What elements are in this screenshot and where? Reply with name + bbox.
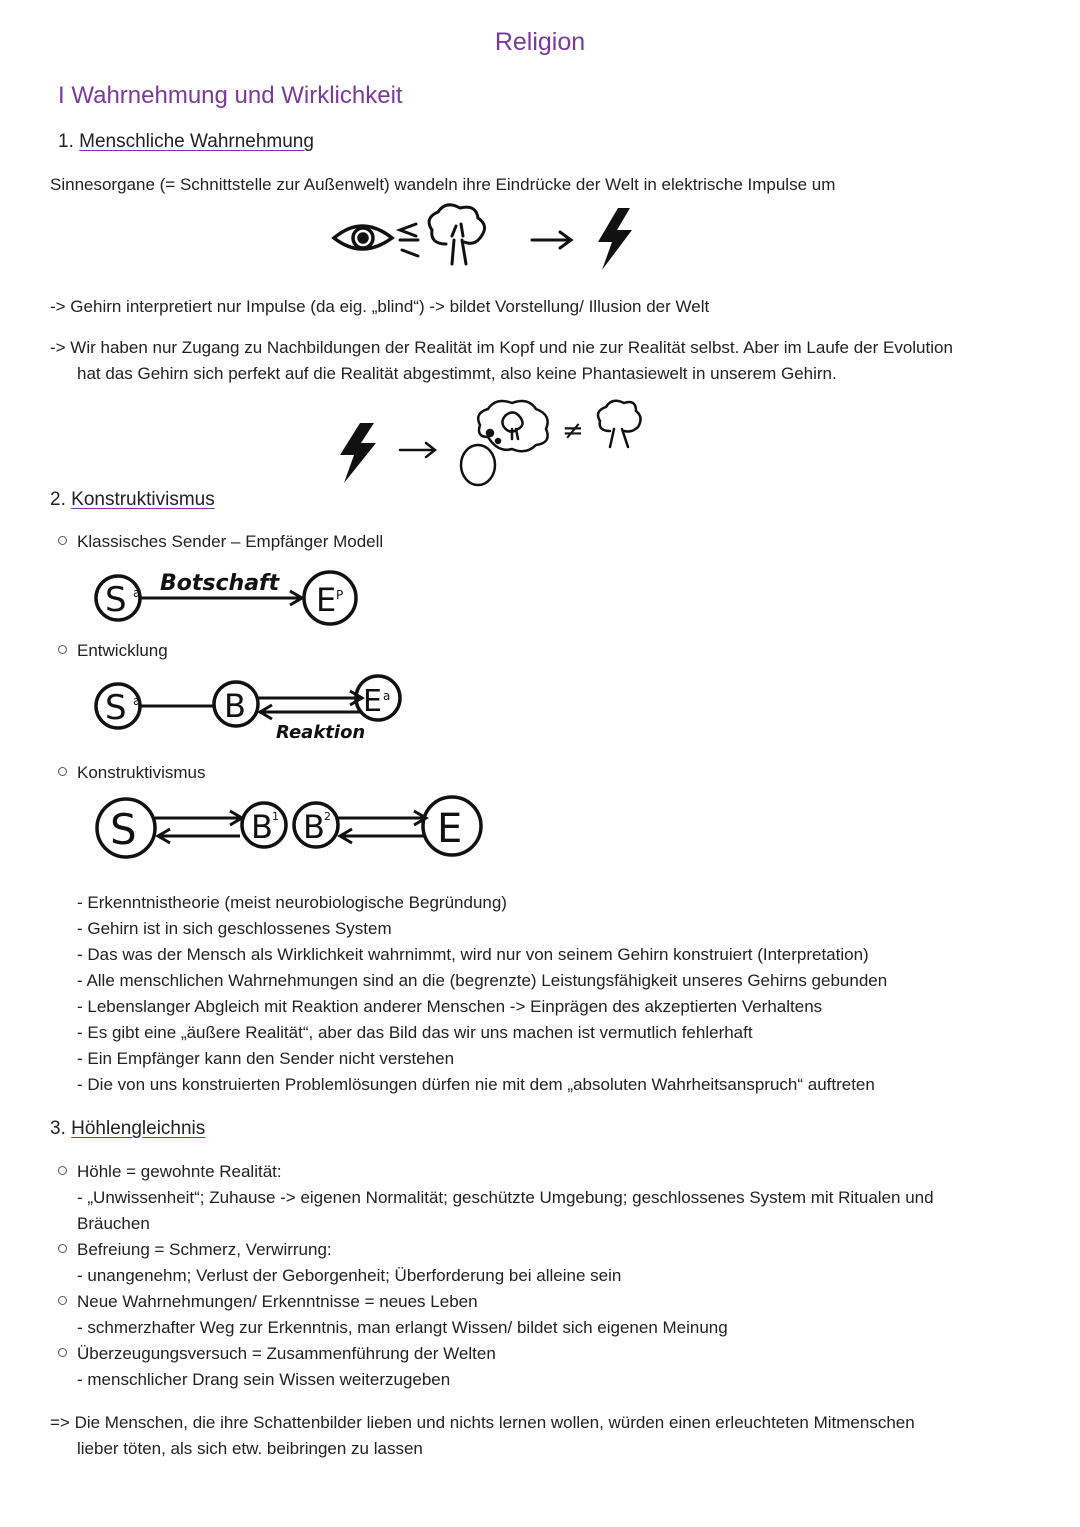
constructivism-diagram [90,790,490,860]
sender-index: a [133,586,141,600]
s2-point: - Ein Empfänger kann den Sender nicht verstehen [77,1049,455,1068]
conclusion-line-1: => Die Menschen, die ihre Schattenbilder lieben und nichts lernen wollen, würden einen erleuchteten Mitmenschen [50,1413,915,1432]
s2-point: - Gehirn ist in sich geschlossenes System [77,919,392,938]
cave-item [58,1289,1048,1341]
model-label: Entwicklung [77,641,168,660]
cave-item-detail: - „Unwissenheit“; Zuhause -> eigenen Normalität; geschützte Umgebung; geschlossenes System mit Ritualen und [77,1188,934,1207]
cave-item-head: Befreiung = Schmerz, Verwirrung: [77,1240,332,1259]
bullet-icon [58,536,67,545]
sense-lines-icon [400,224,418,256]
s2-point: - Das was der Mensch als Wirklichkeit wahrnimmt, wird nur von seinem Gehirn konstruiert (Interpretation) [77,945,869,964]
bullet-icon [58,1244,67,1253]
s1-intro: Sinnesorgane (= Schnittstelle zur Außenwelt) wandeln ihre Eindrücke der Welt in elektrische Impulse um [50,175,836,194]
chapter-heading: I Wahrnehmung und Wirklichkeit [58,82,403,109]
sender-index: a [133,694,141,708]
cave-item-detail: Bräuchen [77,1214,150,1233]
conclusion-line-2: lieber töten, als sich etw. beibringen zu lassen [77,1439,423,1458]
perception-sketch [320,200,650,280]
s2-point: - Lebenslanger Abgleich mit Reaktion anderer Menschen -> Einprägen des akzeptierten Verhaltens [77,997,823,1016]
cave-item-head: Neue Wahrnehmungen/ Erkenntnisse = neues Leben [77,1292,478,1311]
bullet-icon [58,767,67,776]
model-item [58,638,168,664]
receiver-index: a [383,689,391,703]
bullet-icon [58,1296,67,1305]
cave-item [58,1341,1048,1393]
brain-head-icon [461,401,548,485]
cave-item-detail: - schmerzhafter Weg zur Erkenntnis, man erlangt Wissen/ bildet sich eigenen Meinung [77,1318,728,1337]
s1-point-1: -> Gehirn interpretiert nur Impulse (da eig. „blind“) -> bildet Vorstellung/ Illusion der Welt [50,297,710,316]
s2-point: - Es gibt eine „äußere Realität“, aber das Bild das wir uns machen ist vermutlich fehlerhaft [77,1023,753,1042]
section-number: 2. [50,489,66,510]
b1-label: B [251,808,273,846]
s1-point-2b: hat das Gehirn sich perfekt auf die Realität abgestimmt, also keine Phantasiewelt in unserem Gehirn. [77,364,837,383]
section-title: Konstruktivismus [71,489,215,510]
eye-icon [334,226,392,249]
page-title: Religion [494,28,586,56]
reality-sketch [330,395,650,490]
b2-index: 2 [324,810,331,823]
b-label: B [224,687,246,725]
sender-label: S [105,580,127,620]
tree-icon [598,401,641,447]
arrow-right-icon [532,232,571,248]
cave-item [58,1159,1048,1237]
section-1-heading [58,131,314,153]
reaction-label: Reaktion [276,722,366,743]
cave-item [58,1237,1048,1289]
cave-item-detail: - unangenehm; Verlust der Geborgenheit; Überforderung bei alleine sein [77,1266,622,1285]
section-number: 3. [50,1118,66,1139]
arrow-right-icon [400,443,435,457]
receiver-label: E [316,581,337,619]
bullet-icon [58,645,67,654]
s2-points [77,890,887,1098]
cave-list [58,1159,1048,1393]
message-label: Botschaft [160,571,280,596]
model-item [58,529,383,555]
model-label: Klassisches Sender – Empfänger Modell [77,532,384,551]
model-item [58,760,205,786]
lightning-icon [598,208,632,270]
section-number: 1. [58,131,74,152]
development-diagram [90,668,410,748]
tree-icon [429,205,484,264]
sender-label: S [110,805,137,854]
cave-item-detail: - menschlicher Drang sein Wissen weiterzugeben [77,1370,451,1389]
lightning-icon [340,423,376,483]
s2-point: - Die von uns konstruierten Problemlösungen dürfen nie mit dem „absoluten Wahrheitsanspruch“ auftreten [77,1075,875,1094]
cave-item-head: Überzeugungsversuch = Zusammenführung der Welten [77,1344,496,1363]
model-label: Konstruktivismus [77,763,206,782]
s2-point: - Erkenntnistheorie (meist neurobiologische Begründung) [77,893,507,912]
section-title: Höhlengleichnis [71,1118,206,1139]
b1-index: 1 [272,810,279,823]
s2-point: - Alle menschlichen Wahrnehmungen sind an die (begrenzte) Leistungsfähigkeit unseres Gehirns gebunden [77,971,888,990]
bullet-icon [58,1166,67,1175]
section-3-heading [50,1118,205,1140]
receiver-label: E [363,684,382,719]
sender-receiver-diagram [90,565,380,627]
s1-point-2a: -> Wir haben nur Zugang zu Nachbildungen der Realität im Kopf und nie zur Realität selbst. Aber im Laufe der Evolution [50,338,953,357]
sender-label: S [105,688,127,728]
section-2-heading [50,489,215,511]
b2-label: B [303,808,325,846]
receiver-label: E [437,806,463,852]
bullet-icon [58,1348,67,1357]
receiver-index: P [336,588,344,602]
section-title: Menschliche Wahrnehmung [79,131,314,152]
not-equal-sign: ≠ [562,416,584,446]
cave-item-head: Höhle = gewohnte Realität: [77,1162,282,1181]
